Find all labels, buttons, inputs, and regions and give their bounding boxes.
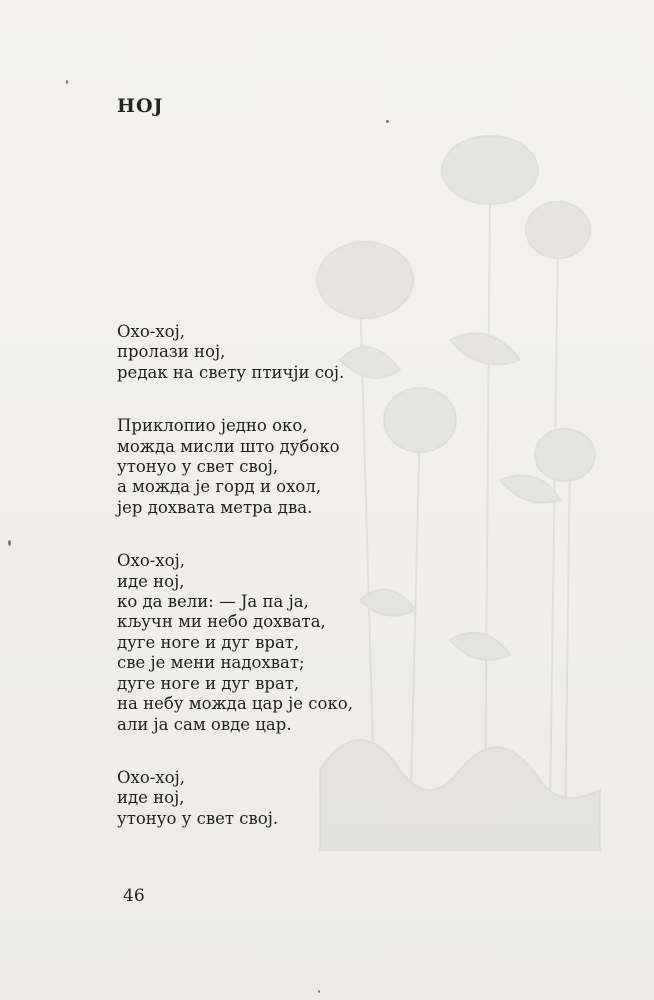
verse-line: можда мисли што дубоко — [117, 436, 340, 456]
verse-line: ко да вели: — Ја па ја, — [117, 592, 309, 612]
verse-line: иде ној, — [117, 571, 185, 591]
verse-line: иде ној, — [117, 788, 185, 808]
verse-line: кључн ми небо дохвата, — [117, 612, 326, 632]
paper-speck — [318, 990, 320, 993]
paper-speck — [66, 80, 68, 84]
verse-line: на небу можда цар је соко, — [117, 694, 353, 714]
verse-line: пролази ној, — [117, 342, 226, 362]
verse-line: утонуо у свет свој. — [117, 808, 279, 828]
stanza — [117, 551, 353, 735]
verse-line: а можда је горд и охол, — [117, 477, 322, 497]
verse-line: све је мени надохват; — [117, 653, 305, 673]
verse-line: јер дохвата метра два. — [117, 497, 313, 517]
poem-body — [117, 322, 353, 829]
verse-line: Охо-хој, — [117, 551, 185, 571]
verse-line: Охо-хој, — [117, 322, 185, 341]
page-number: 46 — [123, 886, 145, 906]
verse-line: Охо-хој, — [117, 767, 185, 787]
paper-speck — [8, 540, 11, 546]
stanza — [117, 416, 353, 518]
paper-speck — [386, 120, 389, 123]
poem-title: НОЈ — [117, 95, 164, 117]
verse-line: Приклопио једно око, — [117, 416, 308, 436]
verse-line: али ја сам овде цар. — [117, 714, 292, 734]
verse-line: дуге ноге и дуг врат, — [117, 673, 300, 693]
stanza — [117, 322, 353, 383]
stanza — [117, 768, 353, 829]
verse-line: редак на свету птичји сој. — [117, 362, 345, 382]
verse-line: утонуо у свет свој, — [117, 457, 279, 477]
verse-line: дуге ноге и дуг врат, — [117, 632, 300, 652]
